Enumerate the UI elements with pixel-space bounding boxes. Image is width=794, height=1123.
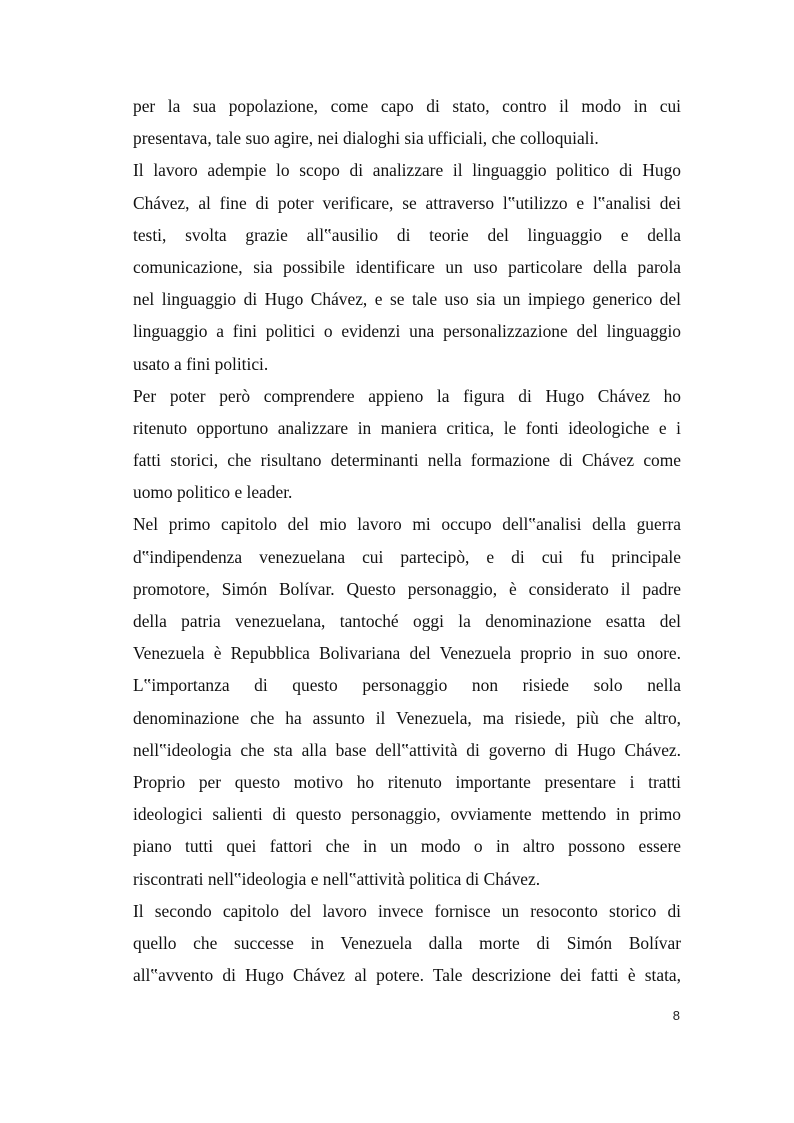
page-number: 8: [672, 1008, 680, 1023]
body-text: [133, 90, 681, 991]
text-line: comunicazione, sia possibile identificare un uso particolare della parola: [133, 256, 681, 277]
text-line: Nel primo capitolo del mio lavoro mi occupo dell‟analisi della guerra: [133, 514, 681, 535]
text-line: ideologici salienti di questo personaggio, ovviamente mettendo in primo: [133, 804, 681, 825]
text-line: usato a fini politici.: [133, 353, 269, 374]
text-line: linguaggio a fini politici o evidenzi una personalizzazione del linguaggio: [133, 321, 681, 342]
text-line: Il lavoro adempie lo scopo di analizzare il linguaggio politico di Hugo: [133, 160, 681, 181]
text-line: riscontrati nell‟ideologia e nell‟attività politica di Chávez.: [133, 868, 541, 889]
text-line: uomo politico e leader.: [133, 482, 293, 503]
text-line: all‟avvento di Hugo Chávez al potere. Tale descrizione dei fatti è stata,: [133, 965, 681, 986]
text-line: nel linguaggio di Hugo Chávez, e se tale uso sia un impiego generico del: [133, 289, 681, 310]
text-line: della patria venezuelana, tantoché oggi la denominazione esatta del: [133, 611, 681, 631]
text-line: ritenuto opportuno analizzare in maniera critica, le fonti ideologiche e i: [133, 417, 681, 438]
text-line: Proprio per questo motivo ho ritenuto importante presentare i tratti: [133, 771, 681, 792]
text-line: Per poter però comprendere appieno la figura di Hugo Chávez ho: [133, 385, 681, 406]
text-line: promotore, Simón Bolívar. Questo personaggio, è considerato il padre: [133, 578, 681, 599]
text-line: d‟indipendenza venezuelana cui partecipò, e di cui fu principale: [133, 546, 681, 567]
text-line: presentava, tale suo agire, nei dialoghi sia ufficiali, che colloquiali.: [133, 128, 599, 149]
text-line: Chávez, al fine di poter verificare, se attraverso l‟utilizzo e l‟analisi dei: [133, 192, 681, 213]
text-line: fatti storici, che risultano determinanti nella formazione di Chávez come: [133, 450, 681, 471]
text-line: Il secondo capitolo del lavoro invece fornisce un resoconto storico di: [133, 900, 681, 921]
text-line: nell‟ideologia che sta alla base dell‟attività di governo di Hugo Chávez.: [133, 739, 681, 760]
text-line: denominazione che ha assunto il Venezuela, ma risiede, più che altro,: [133, 707, 681, 728]
text-line: quello che successe in Venezuela dalla morte di Simón Bolívar: [133, 932, 681, 953]
text-line: testi, svolta grazie all‟ausilio di teorie del linguaggio e della: [133, 224, 681, 245]
text-line: Venezuela è Repubblica Bolivariana del Venezuela proprio in suo onore.: [133, 643, 681, 664]
text-line: L‟importanza di questo personaggio non risiede solo nella: [133, 675, 681, 696]
text-line: per la sua popolazione, come capo di stato, contro il modo in cui: [133, 96, 681, 116]
text-line: piano tutti quei fattori che in un modo o in altro possono essere: [133, 836, 681, 857]
